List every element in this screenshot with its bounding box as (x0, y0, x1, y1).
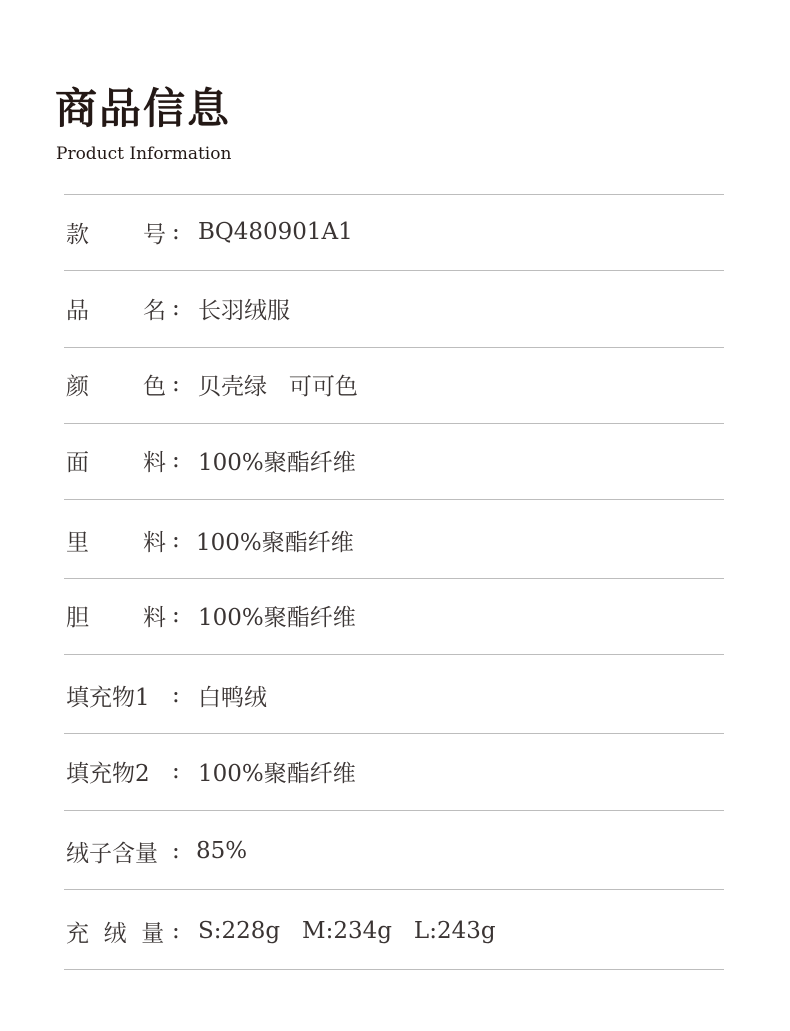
divider (64, 270, 724, 271)
label-char: 料 (143, 449, 166, 476)
row-colon: : (172, 371, 180, 397)
row-colon: : (172, 527, 180, 553)
label-char: 色 (143, 373, 166, 400)
label-char: 名 (143, 297, 166, 324)
row-value: 长羽绒服 (198, 297, 290, 324)
row-value: 100%聚酯纤维 (198, 449, 356, 476)
label-char: 胆 (66, 604, 89, 631)
row-label (66, 368, 178, 401)
row-label (66, 755, 178, 788)
row-value: 100%聚酯纤维 (196, 529, 354, 556)
row-label (66, 835, 178, 868)
info-row-product-name (64, 288, 724, 328)
label-text: 绒子含量 (66, 840, 158, 867)
page-subtitle: Product Information (56, 144, 232, 164)
row-colon: : (172, 219, 180, 245)
label-char: 号 (143, 221, 166, 248)
label-text: 填充物1 (66, 684, 150, 711)
info-row-fabric (64, 440, 724, 480)
divider (64, 578, 724, 579)
label-char: 料 (143, 529, 166, 556)
divider (64, 654, 724, 655)
info-row-lining (64, 520, 724, 560)
label-char: 品 (66, 297, 89, 324)
info-row-filling-2 (64, 751, 724, 791)
row-colon: : (172, 447, 180, 473)
label-char: 料 (143, 604, 166, 631)
divider (64, 889, 724, 890)
page-title: 商品信息 (55, 84, 232, 133)
label-char: 里 (66, 529, 89, 556)
row-colon: : (172, 602, 180, 628)
info-row-style-number (64, 212, 724, 252)
label-text: 充 绒 量 (66, 920, 165, 947)
row-value: BQ480901A1 (198, 219, 353, 245)
label-char: 款 (66, 221, 89, 248)
divider (64, 969, 724, 970)
row-colon: : (172, 682, 180, 708)
row-label (66, 599, 178, 632)
row-value: 100%聚酯纤维 (198, 760, 356, 787)
row-label (66, 679, 178, 712)
row-label (66, 915, 178, 948)
divider (64, 423, 724, 424)
row-label (66, 524, 178, 557)
divider (64, 194, 724, 195)
row-colon: : (172, 295, 180, 321)
info-row-filling-1 (64, 675, 724, 715)
label-char: 颜 (66, 373, 89, 400)
row-label (66, 292, 178, 325)
row-colon: : (172, 758, 180, 784)
divider (64, 733, 724, 734)
info-row-inner-lining (64, 595, 724, 635)
row-value: 白鸭绒 (198, 684, 267, 711)
row-value: 85% (196, 838, 248, 864)
divider (64, 499, 724, 500)
row-colon: : (172, 918, 180, 944)
info-row-fill-weight (64, 911, 724, 951)
row-value: 100%聚酯纤维 (198, 604, 356, 631)
divider (64, 810, 724, 811)
label-char: 面 (66, 449, 89, 476)
row-colon: : (172, 838, 180, 864)
row-value: S:228g M:234g L:243g (198, 918, 496, 944)
row-value: 贝壳绿 可可色 (198, 373, 358, 400)
info-row-color (64, 364, 724, 404)
label-text: 填充物2 (66, 760, 150, 787)
info-row-down-content (64, 831, 724, 871)
row-label (66, 216, 178, 249)
divider (64, 347, 724, 348)
row-label (66, 444, 178, 477)
